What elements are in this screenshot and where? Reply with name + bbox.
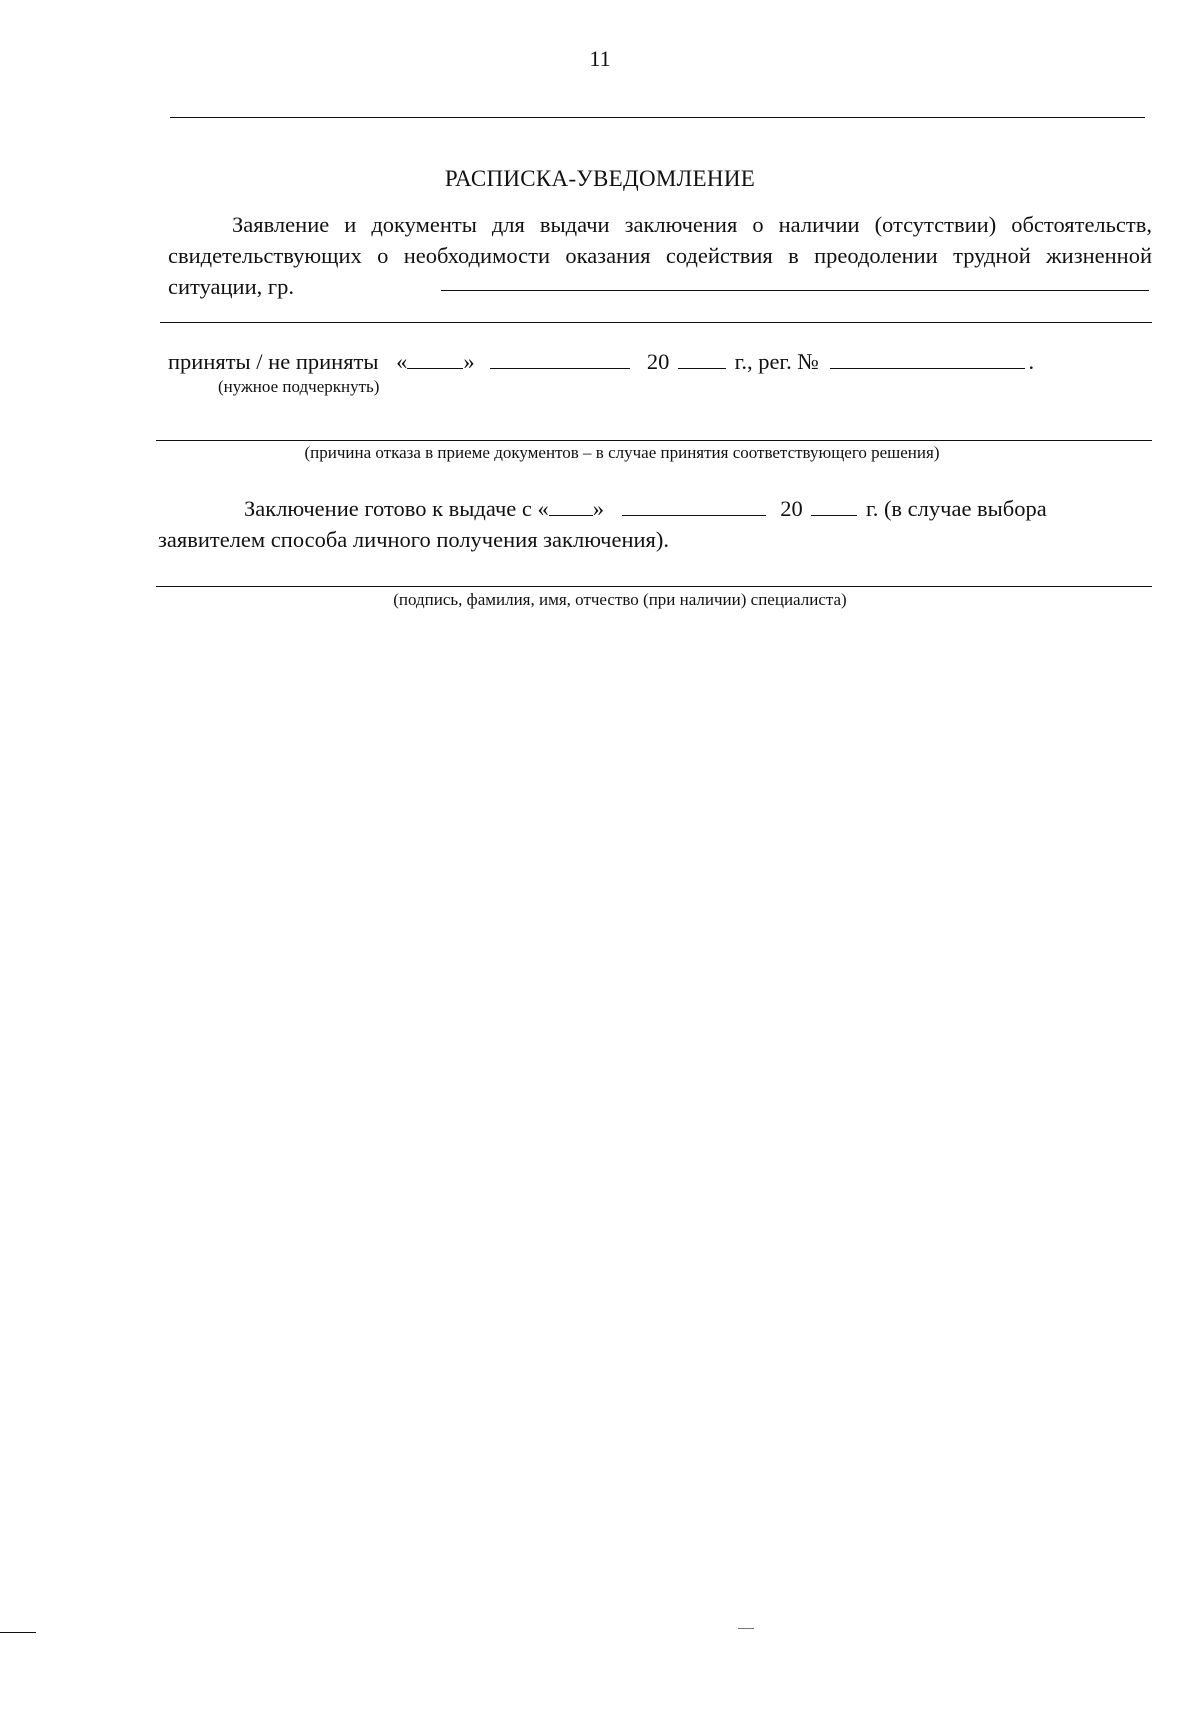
acceptance-status-text: приняты / не приняты [168, 349, 379, 374]
month-field[interactable] [490, 350, 630, 369]
scan-mark-center [738, 1628, 754, 1629]
ready-text-after: г. (в случае выбора заявителем способа личного получения заключения). [158, 496, 1047, 552]
signature-caption: (подпись, фамилия, имя, отчество (при наличии) специалиста) [393, 590, 847, 609]
header-divider [170, 117, 1145, 118]
ready-year-field[interactable] [811, 497, 857, 516]
scan-mark-left [0, 1632, 36, 1633]
close-quote: » [463, 349, 475, 374]
ready-month-field[interactable] [622, 497, 766, 516]
intro-text: Заявление и документы для выдачи заключения о наличии (отсутствии) обстоятельств, свидетельствующих о необходимости оказания содействия в преодолении трудной жизненной ситуации, гр. [168, 212, 1152, 299]
applicant-name-field[interactable] [441, 290, 1149, 291]
year-field[interactable] [678, 350, 726, 369]
reg-number-label: г., рег. № [734, 349, 819, 374]
open-quote: « [396, 349, 408, 374]
refusal-reason-caption: (причина отказа в приеме документов – в случае принятия соответствующего решения) [304, 443, 940, 462]
ready-paragraph [158, 493, 1142, 555]
ready-day-field[interactable] [549, 497, 593, 516]
ready-text-before: Заключение готово к выдаче с « [244, 496, 549, 521]
end-dot: . [1028, 349, 1035, 374]
page-number: 11 [589, 46, 611, 71]
signature-field[interactable] [156, 586, 1152, 587]
acceptance-line [168, 349, 1034, 375]
document-title: РАСПИСКА-УВЕДОМЛЕНИЕ [444, 166, 756, 191]
ready-year-prefix: 20 [780, 496, 803, 521]
ready-close-quote: » [592, 496, 604, 521]
reg-number-field[interactable] [830, 350, 1025, 369]
underline-hint: (нужное подчеркнуть) [218, 377, 380, 396]
year-prefix: 20 [646, 349, 670, 374]
day-field[interactable] [407, 350, 463, 369]
applicant-name-continuation-field[interactable] [160, 322, 1152, 323]
refusal-reason-field[interactable] [156, 440, 1152, 441]
intro-paragraph [168, 209, 1152, 302]
